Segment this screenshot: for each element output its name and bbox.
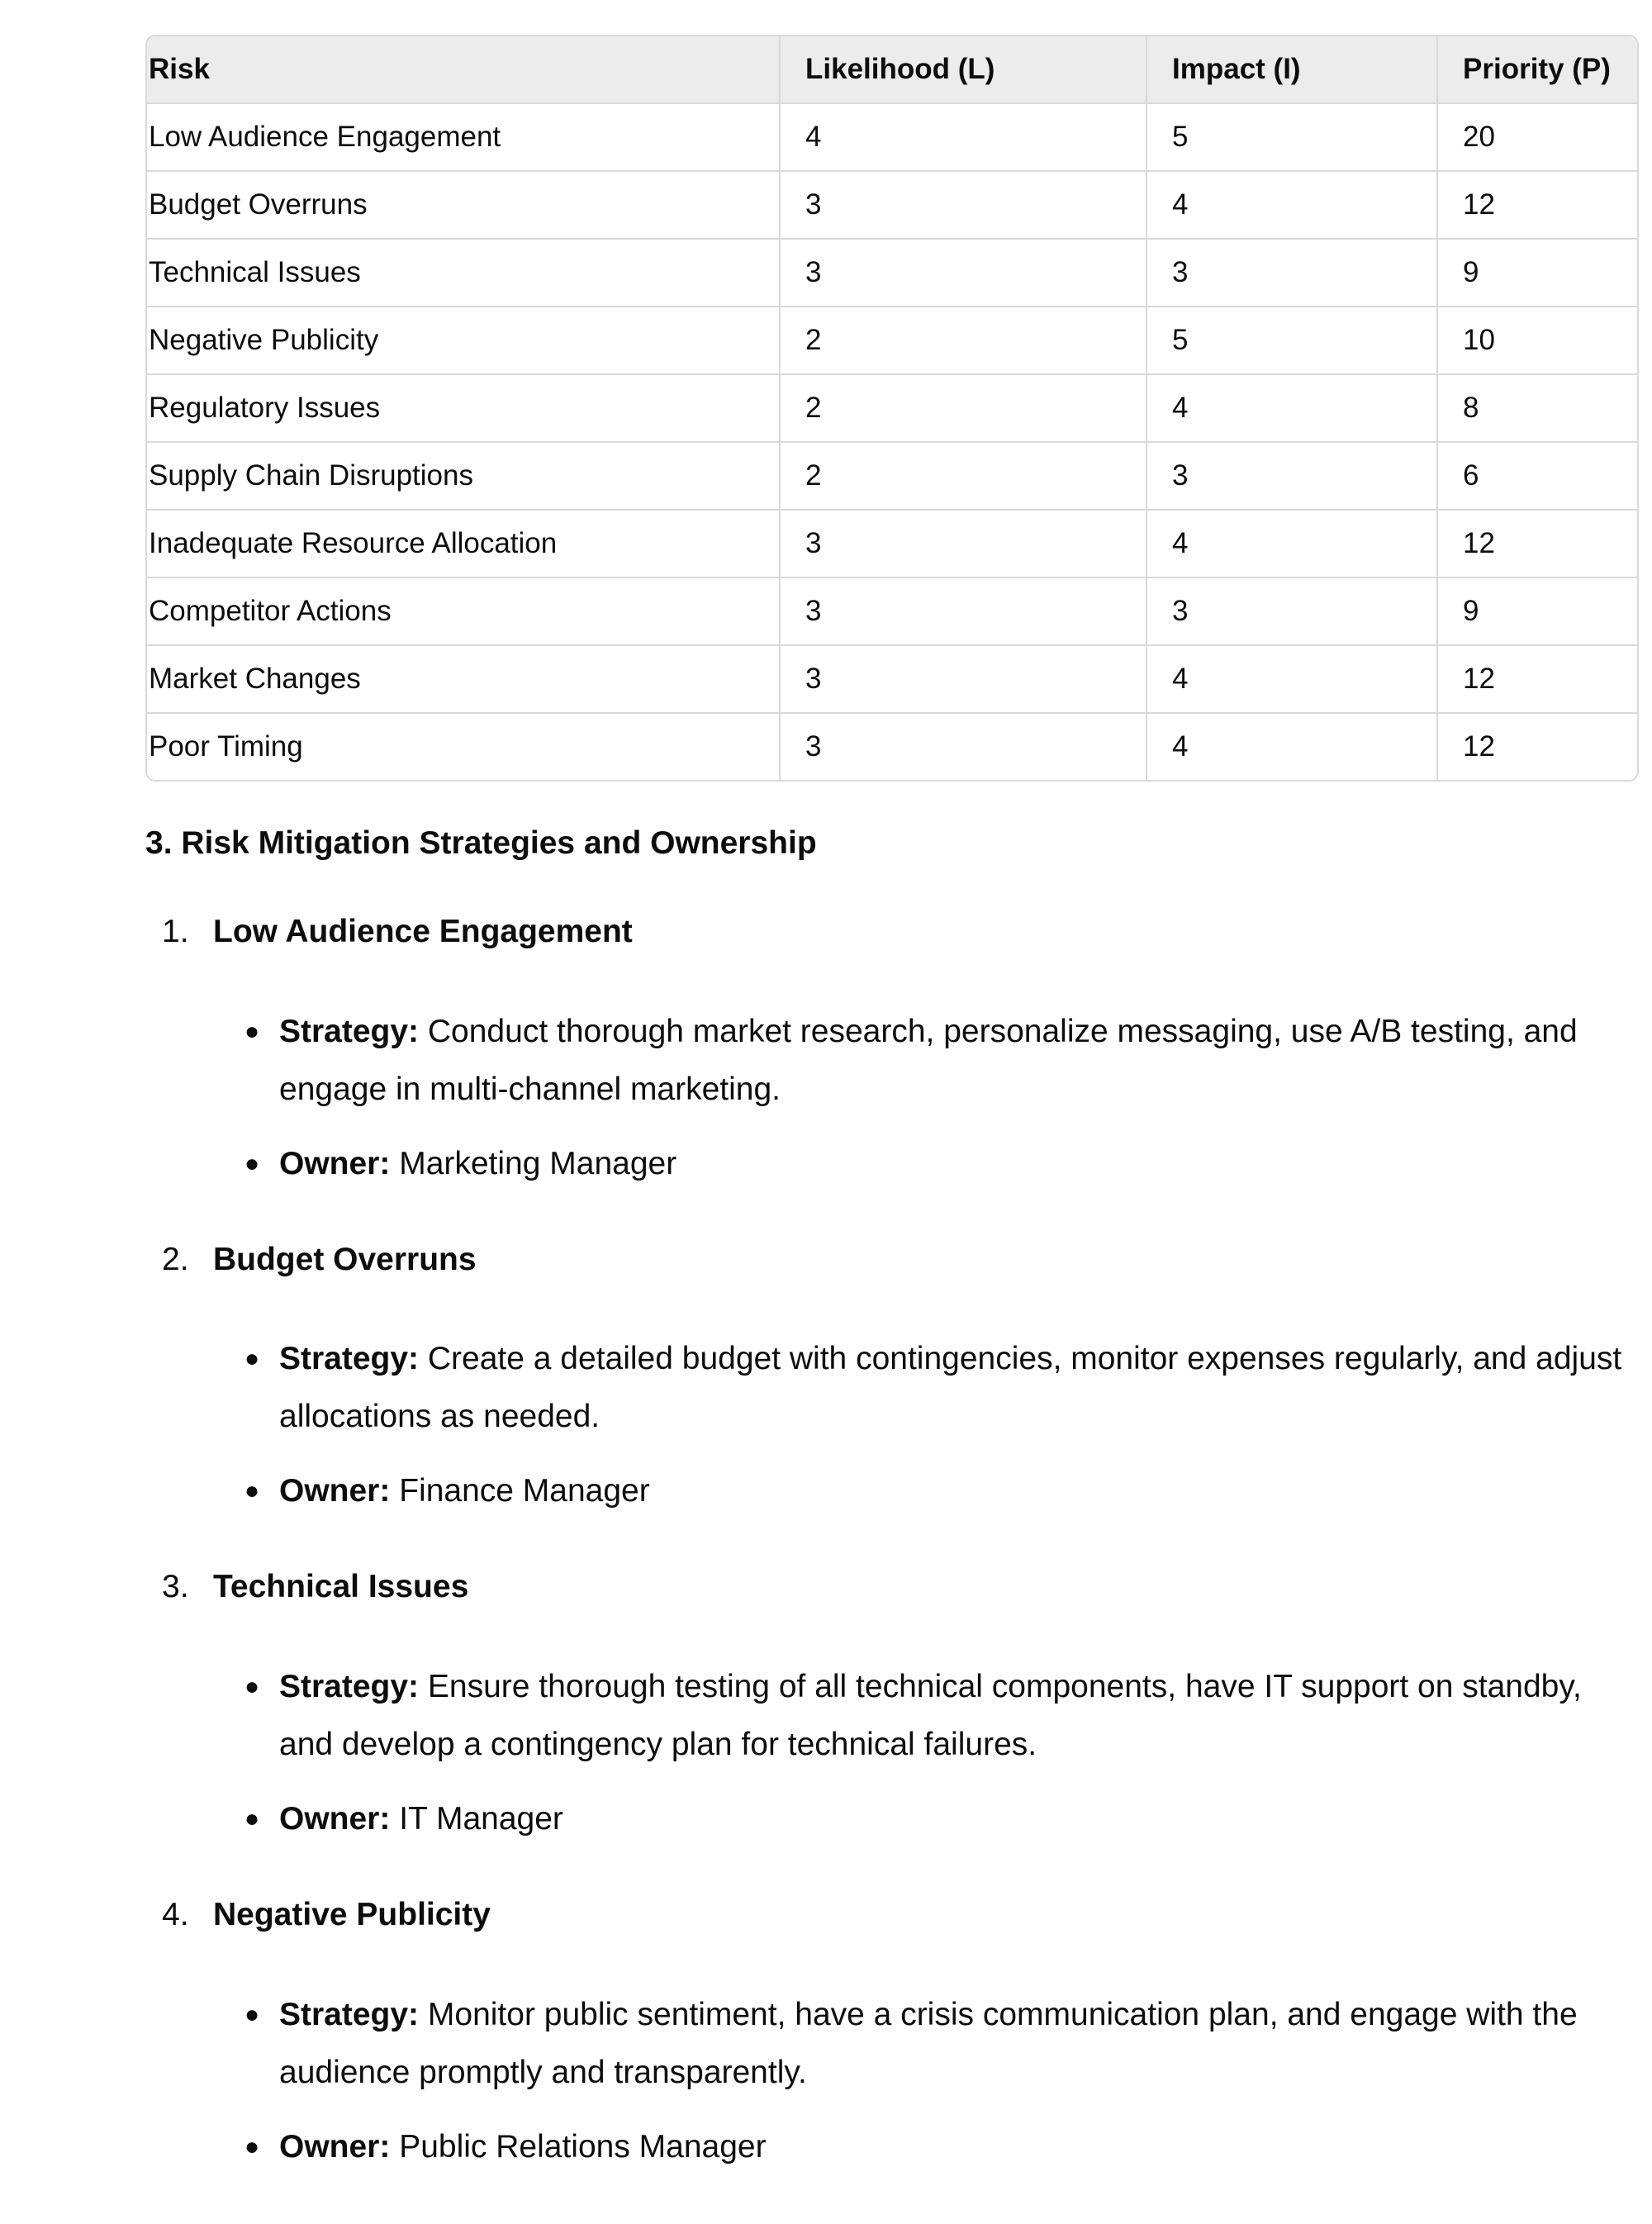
cell-risk: Budget Overruns: [147, 172, 781, 240]
header-impact: Impact (I): [1147, 36, 1438, 104]
table-row: [147, 578, 1637, 646]
cell-risk: Inadequate Resource Allocation: [147, 511, 781, 578]
cell-priority: 12: [1438, 172, 1637, 240]
strategy-line: [213, 1986, 1639, 2102]
cell-likelihood: 3: [781, 646, 1147, 714]
item-title: Low Audience Engagement: [213, 913, 633, 949]
item-details: [213, 1003, 1639, 1193]
item-title: Budget Overruns: [213, 1241, 477, 1277]
strategy-label: Strategy:: [279, 1669, 420, 1705]
bullet-icon: ●: [244, 1345, 260, 1373]
cell-risk: Negative Publicity: [147, 307, 781, 375]
table-row: [147, 104, 1637, 172]
owner-text: Finance Manager: [399, 1473, 650, 1509]
cell-likelihood: 4: [781, 104, 1147, 172]
owner-label: Owner:: [279, 1801, 391, 1837]
header-risk: Risk: [147, 36, 781, 104]
mitigation-list: [145, 913, 1639, 2176]
owner-text: Marketing Manager: [399, 1145, 677, 1181]
cell-priority: 9: [1438, 240, 1637, 307]
cell-impact: 3: [1147, 443, 1438, 511]
cell-impact: 4: [1147, 375, 1438, 443]
mitigation-item: [145, 1568, 1639, 1848]
cell-risk: Market Changes: [147, 646, 781, 714]
item-details: [213, 1330, 1639, 1520]
table-header-row: [147, 36, 1637, 104]
cell-risk: Supply Chain Disruptions: [147, 443, 781, 511]
cell-likelihood: 3: [781, 511, 1147, 578]
item-title: Technical Issues: [213, 1569, 469, 1605]
owner-text: Public Relations Manager: [399, 2128, 767, 2165]
table-row: [147, 172, 1637, 240]
cell-impact: 3: [1147, 240, 1438, 307]
cell-likelihood: 2: [781, 307, 1147, 375]
owner-line: [213, 1135, 1639, 1193]
bullet-icon: ●: [244, 2000, 260, 2028]
item-details: [213, 1658, 1639, 1848]
cell-priority: 12: [1438, 511, 1637, 578]
cell-priority: 10: [1438, 307, 1637, 375]
owner-label: Owner:: [279, 1145, 391, 1181]
header-likelihood: Likelihood (L): [781, 36, 1147, 104]
mitigation-item: [145, 913, 1639, 1193]
strategy-line: [213, 1003, 1639, 1119]
item-number: 4.: [162, 1897, 189, 1933]
owner-line: [213, 2118, 1639, 2176]
owner-line: [213, 1462, 1639, 1520]
item-details: [213, 1986, 1639, 2176]
header-priority: Priority (P): [1438, 36, 1637, 104]
bullet-icon: ●: [244, 1805, 260, 1833]
document-page: [145, 35, 1639, 2224]
bullet-icon: ●: [244, 1673, 260, 1701]
strategy-label: Strategy:: [279, 1013, 420, 1049]
bullet-icon: ●: [244, 1017, 260, 1045]
cell-likelihood: 2: [781, 375, 1147, 443]
cell-impact: 4: [1147, 511, 1438, 578]
strategy-text: Monitor public sentiment, have a crisis communication plan, and engage with the audience promptly and transparently.: [279, 1996, 1578, 2090]
cell-priority: 12: [1463, 730, 1495, 763]
table-row: [147, 511, 1637, 578]
table-row: [147, 714, 1637, 780]
cell-likelihood: 2: [781, 443, 1147, 511]
table-body: [147, 104, 1637, 780]
table-row: [147, 307, 1637, 375]
table-row: [147, 240, 1637, 307]
strategy-label: Strategy:: [279, 1996, 420, 2032]
bullet-icon: ●: [244, 1149, 260, 1177]
owner-label: Owner:: [279, 2128, 391, 2165]
cell-likelihood: 3: [781, 172, 1147, 240]
cell-risk: Regulatory Issues: [147, 375, 781, 443]
table-row: [147, 443, 1637, 511]
cell-priority: 20: [1438, 104, 1637, 172]
table-row: [147, 375, 1637, 443]
cell-likelihood: 3: [781, 578, 1147, 646]
cell-priority: 8: [1438, 375, 1637, 443]
bullet-icon: ●: [244, 2132, 260, 2160]
bullet-icon: ●: [244, 1477, 260, 1505]
strategy-text: Ensure thorough testing of all technical components, have IT support on standby, and develop a contingency plan for technical failures.: [279, 1669, 1582, 1763]
strategy-label: Strategy:: [279, 1341, 420, 1377]
owner-label: Owner:: [279, 1473, 391, 1509]
cell-impact: 4: [1147, 714, 1438, 780]
cell-risk: Poor Timing: [147, 714, 781, 780]
cell-impact: 5: [1147, 104, 1438, 172]
cell-likelihood: 3: [781, 714, 1147, 780]
mitigation-item: [145, 1896, 1639, 2176]
cell-impact: 4: [1147, 172, 1438, 240]
cell-risk: Competitor Actions: [147, 578, 781, 646]
cell-impact: 4: [1147, 646, 1438, 714]
cell-impact: 3: [1147, 578, 1438, 646]
strategy-line: [213, 1330, 1639, 1446]
owner-line: [213, 1790, 1639, 1848]
cell-impact: 5: [1147, 307, 1438, 375]
cell-likelihood: 3: [781, 240, 1147, 307]
cell-risk: Technical Issues: [147, 240, 781, 307]
cell-priority: 9: [1438, 578, 1637, 646]
item-number: 1.: [162, 913, 189, 949]
owner-text: IT Manager: [399, 1801, 563, 1837]
item-title: Negative Publicity: [213, 1897, 491, 1933]
strategy-text: Conduct thorough market research, personalize messaging, use A/B testing, and engage in multi-channel marketing.: [279, 1013, 1578, 1107]
item-number: 2.: [162, 1241, 189, 1277]
section-title: 3. Risk Mitigation Strategies and Ownership: [145, 825, 817, 861]
cell-risk: Low Audience Engagement: [147, 104, 781, 172]
strategy-line: [213, 1658, 1639, 1774]
table-row: [147, 646, 1637, 714]
risk-table: [145, 35, 1639, 782]
item-number: 3.: [162, 1569, 189, 1605]
strategy-text: Create a detailed budget with contingencies, monitor expenses regularly, and adjust allocations as needed.: [279, 1341, 1622, 1435]
cell-priority: 12: [1438, 646, 1637, 714]
mitigation-item: [145, 1241, 1639, 1521]
cell-priority: 6: [1438, 443, 1637, 511]
